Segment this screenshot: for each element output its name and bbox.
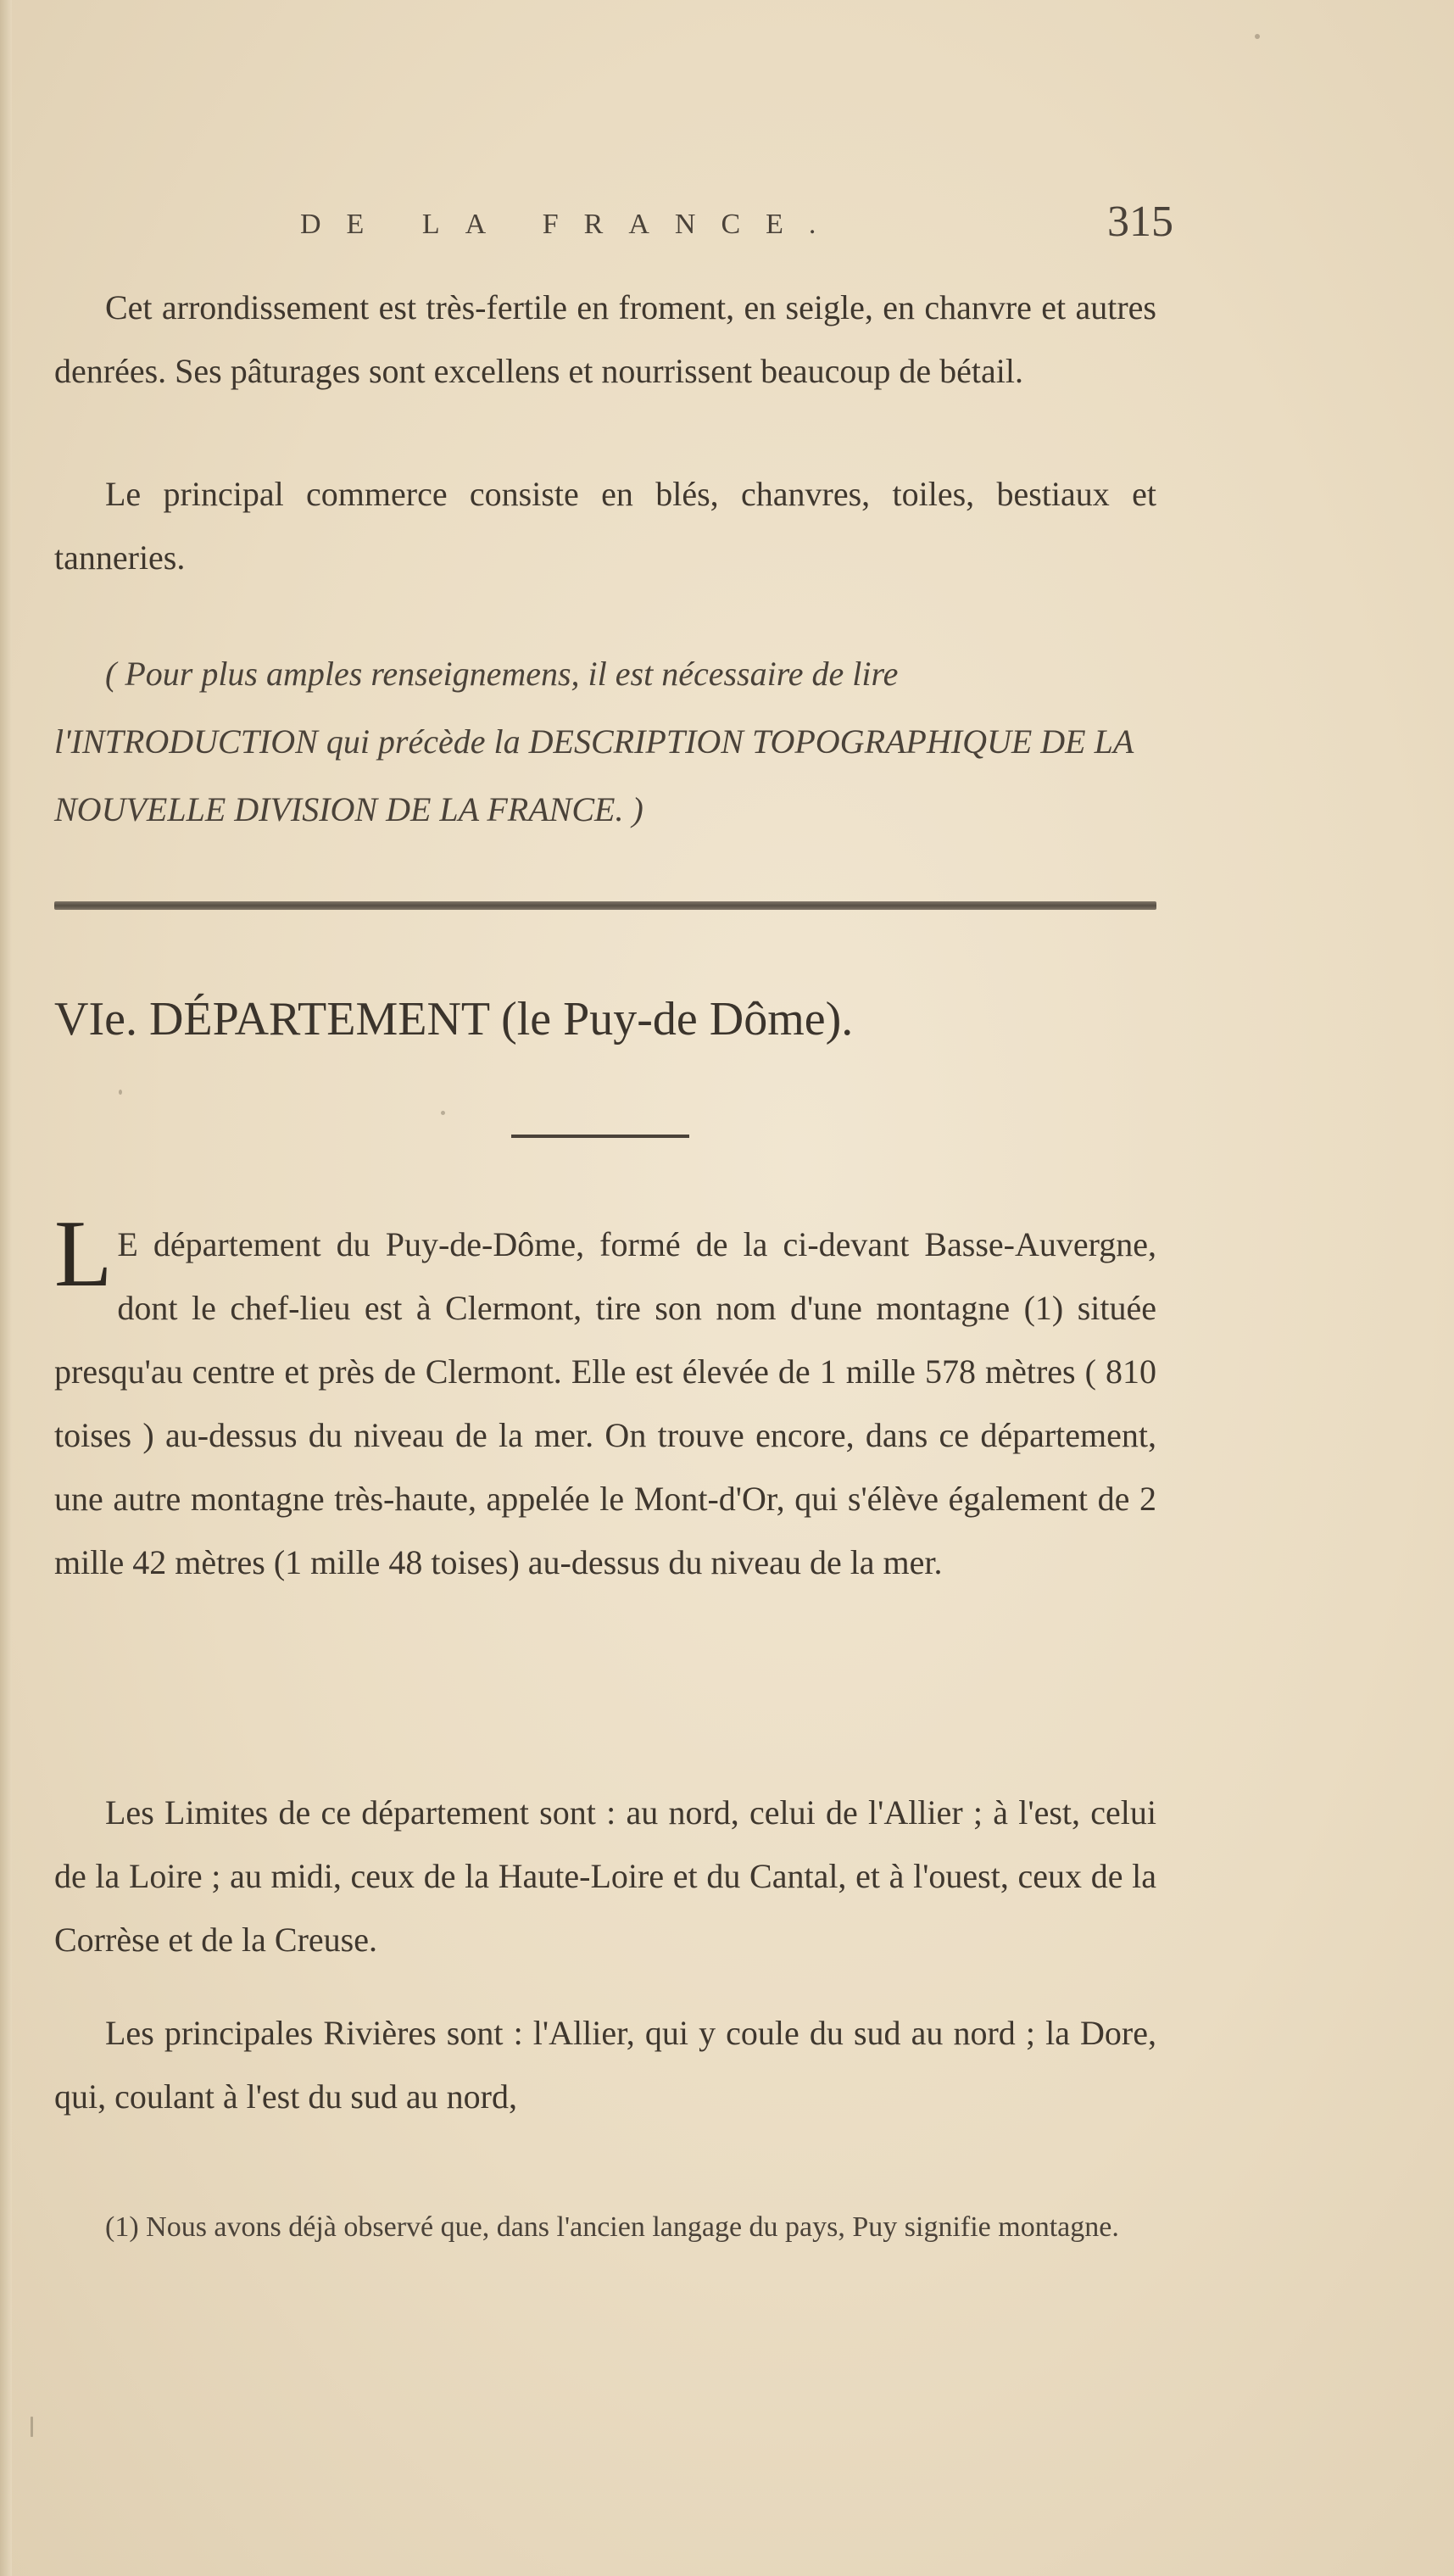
paragraph-commerce: Le principal commerce consiste en blés, chanvres, toiles, bestiaux et tanneries. [54,475,1156,577]
title-underline-rule [511,1135,689,1138]
paragraph-fertility: Cet arrondissement est très-fertile en froment, en seigle, en chanvre et autres denrées. Ses pâturages sont excellens et nourrissent beaucoup de bétail. [54,288,1156,390]
paragraph-reference-note: ( Pour plus amples renseignemens, il est nécessaire de lire l'INTRODUCTION qui précède la DESCRIPTION TOPOGRAPHIQUE DE LA NOUVELLE DIVISION DE LA FRANCE. ) [54,655,1134,828]
paper-speck [441,1111,445,1115]
footnote: (1) Nous avons déjà observé que, dans l'ancien langage du pays, Puy signifie montagne. [105,2211,1119,2243]
drop-cap-letter: L [54,1202,113,1307]
chapter-title: VIe. DÉPARTEMENT (le Puy-de Dôme). [54,993,854,1045]
paper-speck [1255,34,1260,39]
paragraph-rivers: Les principales Rivières sont : l'Allier, qui y coule du sud au nord ; la Dore, qui, coulant à l'est du sud au nord, [54,2014,1156,2116]
paper-mark [31,2417,33,2437]
paragraph-limits: Les Limites de ce département sont : au nord, celui de l'Allier ; à l'est, celui de la Loire ; au midi, ceux de la Haute-Loire et du Cantal, et à l'ouest, ceux de la Corrèse et de la Creuse. [54,1793,1156,1959]
paragraph-intro-text: E département du Puy-de-Dôme, formé de la ci-devant Basse-Auvergne, dont le chef-lieu est à Clermont, tire son nom d'une montagne (1) située presqu'au centre et près de Clermont. Elle est élevée de 1 mille 578 mètres ( 810 toises ) au-dessus du niveau de la mer. On trouve encore, dans ce département, une autre montagne très-haute, appelée le Mont-d'Or, qui s'élève également de 2 mille 42 mètres (1 mille 48 toises) au-dessus du niveau de la mer. [54,1225,1156,1581]
page-header [54,197,1173,265]
page-number: 315 [1107,198,1173,246]
section-divider-rule [54,901,1156,910]
paragraph-intro [54,1202,1156,1594]
page-spine-shadow [0,0,12,2576]
running-title: DE LA FRANCE. [300,209,842,240]
paper-speck [119,1090,122,1095]
